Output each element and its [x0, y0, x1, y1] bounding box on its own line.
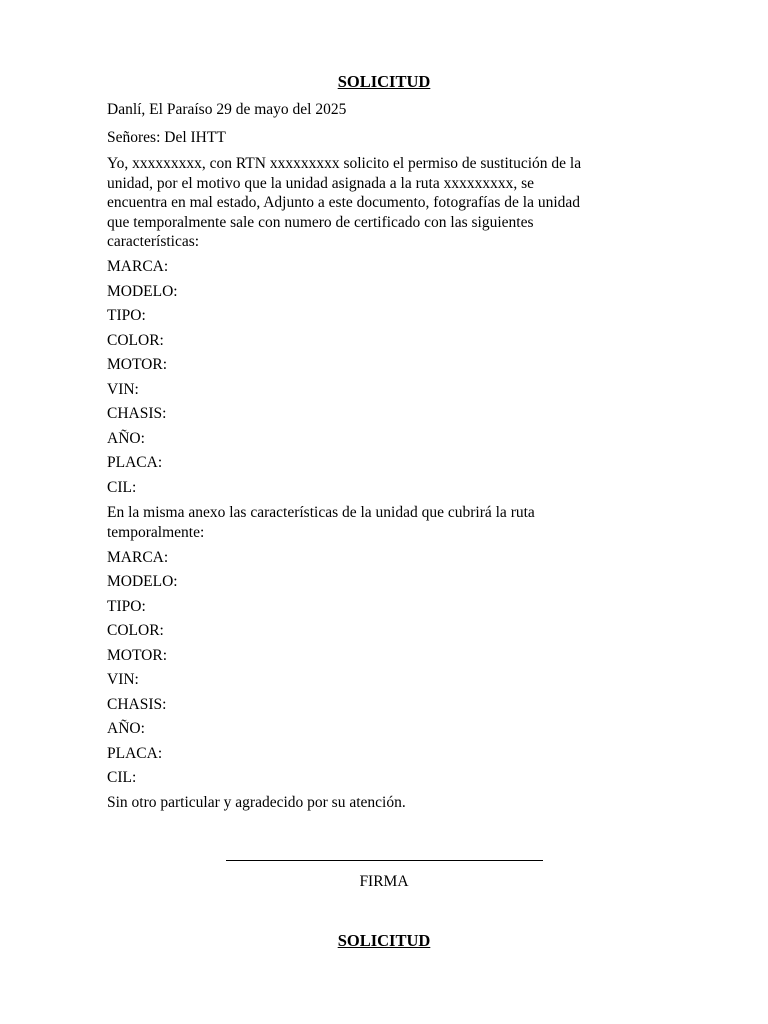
date-line: Danlí, El Paraíso 29 de mayo del 2025	[107, 101, 347, 118]
field-color-2: COLOR:	[107, 622, 164, 639]
annex-line: temporalmente:	[107, 523, 205, 541]
field-anio-2: AÑO:	[107, 720, 145, 737]
field-cil-1: CIL:	[107, 479, 137, 496]
field-chasis-1: CHASIS:	[107, 405, 167, 422]
annex-paragraph	[107, 503, 647, 542]
field-vin-2: VIN:	[107, 671, 139, 688]
field-marca-2: MARCA:	[107, 549, 169, 566]
field-modelo-1: MODELO:	[107, 283, 178, 300]
field-anio-1: AÑO:	[107, 430, 145, 447]
field-tipo-1: TIPO:	[107, 307, 146, 324]
field-marca-1: MARCA:	[107, 258, 169, 275]
closing-line: Sin otro particular y agradecido por su atención.	[107, 794, 406, 811]
next-page-title: SOLICITUD	[337, 931, 431, 950]
field-motor-1: MOTOR:	[107, 356, 168, 373]
field-tipo-2: TIPO:	[107, 598, 146, 615]
document-title: SOLICITUD	[337, 72, 431, 91]
field-cil-2: CIL:	[107, 769, 137, 786]
signature-line	[226, 860, 543, 861]
intro-line: que temporalmente sale con numero de certificado con las siguientes	[107, 213, 534, 231]
field-placa-2: PLACA:	[107, 745, 163, 762]
signature-label: FIRMA	[359, 873, 409, 890]
intro-paragraph	[107, 154, 647, 252]
intro-line: Yo, xxxxxxxxx, con RTN xxxxxxxxx solicito el permiso de sustitución de la	[107, 155, 582, 172]
field-modelo-2: MODELO:	[107, 573, 178, 590]
addressee-line: Señores: Del IHTT	[107, 129, 226, 146]
intro-line: encuentra en mal estado, Adjunto a este documento, fotografías de la unidad	[107, 194, 581, 211]
field-color-1: COLOR:	[107, 332, 164, 349]
intro-line: características:	[107, 233, 200, 250]
field-vin-1: VIN:	[107, 381, 139, 398]
annex-line: En la misma anexo las características de la unidad que cubrirá la ruta	[107, 504, 535, 521]
intro-line: unidad, por el motivo que la unidad asignada a la ruta xxxxxxxxx, se	[107, 174, 535, 192]
field-chasis-2: CHASIS:	[107, 696, 167, 713]
field-placa-1: PLACA:	[107, 454, 163, 471]
field-motor-2: MOTOR:	[107, 647, 168, 664]
